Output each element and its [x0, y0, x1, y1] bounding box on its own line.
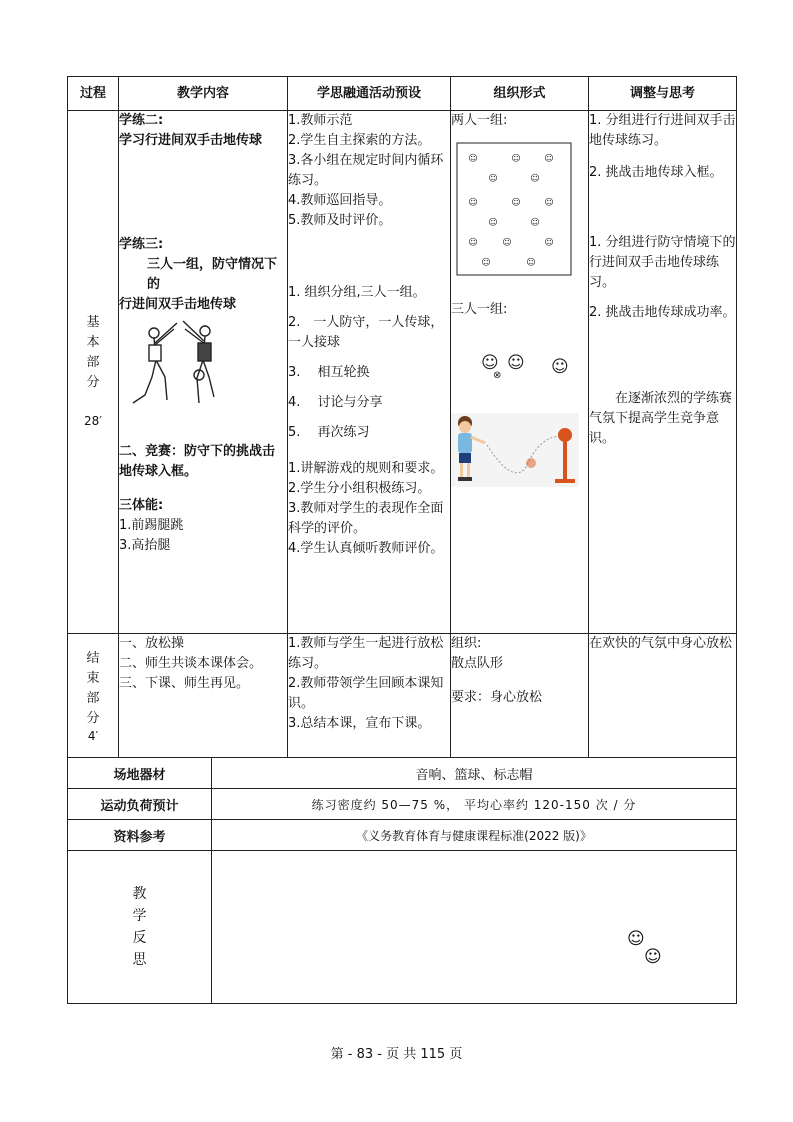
basic-section-row [68, 111, 737, 634]
ending-content-item: 一、放松操 [119, 636, 185, 651]
competition-title: 二、竞赛：防守下的挑战击地传球入框。 [119, 444, 276, 479]
basic-reflection-cell [589, 111, 737, 634]
fitness-item: 1.前踢腿跳 [119, 518, 184, 533]
ex2-desc: 学习行进间双手击地传球 [119, 133, 263, 148]
page-footer: 第 - 83 - 页 共 115 页 [330, 1047, 463, 1062]
header-row [68, 77, 737, 111]
ending-organization-cell [451, 634, 589, 758]
meta-table [67, 757, 737, 1004]
ex3-desc2: 行进间双手击地传球 [119, 297, 237, 312]
header-organization: 组织形式 [451, 77, 589, 111]
ex3-desc1: 三人一组，防守情况下的 [147, 257, 278, 292]
student-icon: ☺ [511, 198, 521, 208]
ending-activity-item: 1.教师与学生一起进行放松练习。 [288, 636, 444, 671]
venue-value: 音响、篮球、标志帽 [212, 758, 737, 789]
ending-content-item: 二、师生共谈本课体会。 [119, 656, 263, 671]
ending-activity-item: 3.总结本课，宣布下课。 [288, 716, 431, 731]
basketball-defense-illustration [119, 315, 269, 435]
student-icon: ☺ [511, 154, 521, 164]
reference-value: 《义务教育体育与健康课程标准(2022 版)》 [212, 820, 737, 851]
reflection-note: 1. 分组进行防守情境下的行进间双手击地传球练习。 [589, 235, 736, 290]
load-value: 练习密度约 50—75 %， 平均心率约 120-150 次 / 分 [212, 789, 737, 820]
org-formation: 散点队形 [451, 656, 504, 671]
student-icon: ☺ [526, 258, 536, 268]
lesson-table [67, 76, 737, 758]
student-icon: ☺ [488, 174, 498, 184]
reference-row [68, 820, 737, 851]
activity-item: 4.教师巡回指导。 [288, 193, 392, 208]
org-label: 组织: [451, 636, 482, 651]
activity-item: 2.学生分小组积极练习。 [288, 481, 431, 496]
receiver-icon: ☺ [507, 353, 525, 373]
student-icon: ☺ [544, 238, 554, 248]
activity-item: 3.各小组在规定时间内循环练习。 [288, 153, 444, 188]
ending-time: 4′ [87, 728, 99, 743]
activity-item: 4. 讨论与分享 [288, 395, 383, 410]
venue-row [68, 758, 737, 789]
activity-item: 3.教师对学生的表现作全面科学的评价。 [288, 501, 444, 536]
org-requirement: 要求：身心放松 [451, 690, 543, 705]
header-process: 过程 [68, 77, 119, 111]
ball-icon: ⊗ [493, 370, 502, 381]
activity-item: 4.学生认真倾听教师评价。 [288, 541, 444, 556]
venue-label: 场地器材 [68, 758, 212, 789]
header-reflection: 调整与思考 [589, 77, 737, 111]
activity-item: 2. 一人防守，一人传球，一人接球 [288, 315, 444, 350]
teaching-reflection-row [68, 851, 737, 1004]
ending-activities-cell [288, 634, 451, 758]
student-icon: ☺ [468, 198, 478, 208]
smiley-icon: ☺ [627, 929, 645, 949]
reflection-note: 在逐渐浓烈的学练赛气氛下提高学生竞争意识。 [589, 391, 733, 446]
ending-reflection-note: 在欢快的气氛中身心放松 [589, 636, 733, 651]
student-icon: ☺ [544, 154, 554, 164]
ex3-title: 学练三: [119, 237, 164, 252]
basic-time: 28′ [84, 414, 102, 428]
activity-item: 5. 再次练习 [288, 425, 370, 440]
basic-activities-cell [288, 111, 451, 634]
trio-formation-diagram [451, 346, 579, 406]
student-icon: ☺ [481, 258, 491, 268]
reflection-note: 2. 挑战击地传球入框。 [589, 165, 723, 180]
student-icon: ☺ [530, 218, 540, 228]
ending-content-item: 三、下课、师生再见。 [119, 676, 250, 691]
activity-item: 3. 相互轮换 [288, 365, 370, 380]
header-content: 教学内容 [119, 77, 288, 111]
student-icon: ☺ [468, 154, 478, 164]
reflection-note: 1. 分组进行行进间双手击地传球练习。 [589, 113, 736, 148]
student-icon: ☺ [530, 174, 540, 184]
activity-item: 1.教师示范 [288, 113, 353, 128]
teaching-reflection-body [212, 851, 737, 1004]
basic-organization-cell [451, 111, 589, 634]
smiley-icon: ☺ [644, 947, 662, 967]
activity-item: 2.学生自主探索的方法。 [288, 133, 431, 148]
reflection-note: 2. 挑战击地传球成功率。 [589, 305, 736, 320]
load-row [68, 789, 737, 820]
trio-label: 三人一组: [451, 302, 508, 317]
pairs-label: 两人一组: [451, 113, 508, 128]
activity-item: 1.讲解游戏的规则和要求。 [288, 461, 444, 476]
student-icon: ☺ [544, 198, 554, 208]
ending-reflection-cell [589, 634, 737, 758]
pairs-formation-diagram [451, 141, 577, 281]
student-icon: ☺ [488, 218, 498, 228]
attacker-icon: ☺ [481, 353, 499, 373]
defender-icon: ☺ [551, 357, 569, 377]
ending-activity-item: 2.教师带领学生回顾本课知识。 [288, 676, 444, 711]
ending-section-row [68, 634, 737, 758]
ending-stage-label: 结 束 部 分 4′ [68, 634, 119, 758]
student-icon: ☺ [468, 238, 478, 248]
header-activities: 学思融通活动预设 [288, 77, 451, 111]
basic-content-cell [119, 111, 288, 634]
teaching-reflection-label: 教 学 反 思 [68, 851, 212, 1004]
load-label: 运动负荷预计 [68, 789, 212, 820]
fitness-item: 3.高抬腿 [119, 538, 171, 553]
ending-content-cell [119, 634, 288, 758]
activity-item: 1. 组织分组,三人一组。 [288, 285, 426, 300]
activity-item: 5.教师及时评价。 [288, 213, 392, 228]
student-icon: ☺ [502, 238, 512, 248]
ex2-title: 学练二: [119, 113, 164, 128]
basic-stage-label: 基 本 部 分 28′ [68, 111, 119, 634]
fitness-title: 三体能: [119, 498, 164, 513]
reference-label: 资料参考 [68, 820, 212, 851]
pass-into-frame-illustration [451, 413, 579, 487]
